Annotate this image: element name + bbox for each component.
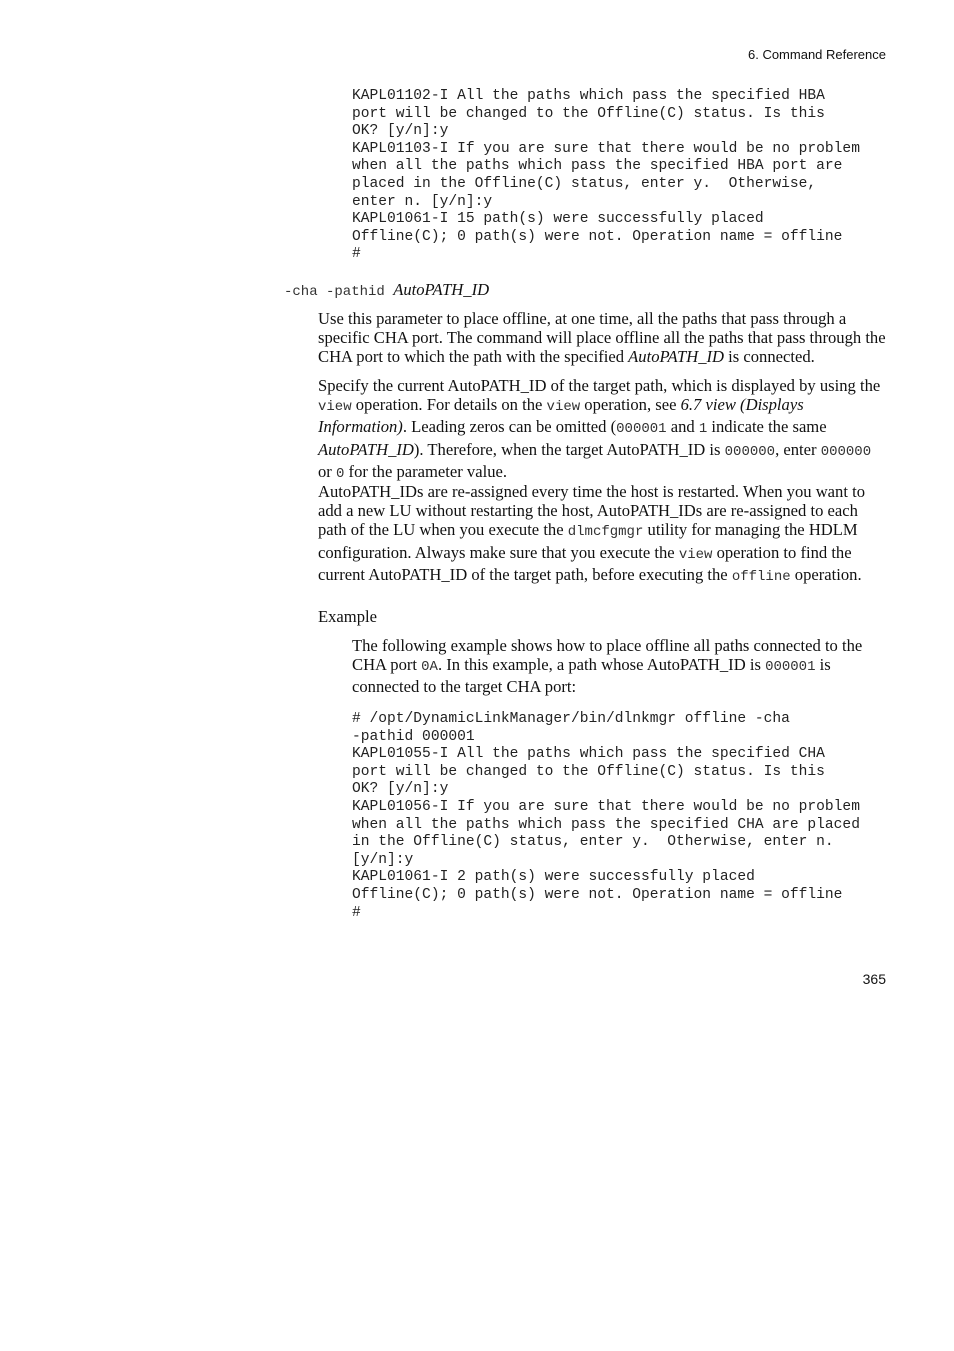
paragraph-cha-description [318, 309, 888, 367]
text: or [318, 461, 336, 481]
cross-reference: 6.7 view (Displays Information) [318, 395, 804, 437]
text: . Leading zeros can be omitted ( [402, 417, 617, 437]
code-term: 000000 [724, 443, 776, 460]
code-term: 1 [698, 421, 708, 438]
text: AutoPATH_IDs are re-assigned every time the host is restarted. When you want to add a new LU without restarting the host, AutoPATH_IDs are re-assigned to each path of the LU when you execute the [318, 482, 866, 540]
text: operation, see [580, 395, 681, 415]
text: The following example shows how to place offline all paths connected to the CHA port [352, 636, 863, 675]
text: indicate the same [707, 417, 827, 437]
code-term: view [546, 399, 581, 416]
parameter-argument: AutoPATH_ID [393, 280, 490, 299]
page-number: 365 [862, 971, 886, 987]
text: operation. For details on the [351, 395, 547, 415]
paragraph-reassignment [318, 482, 888, 587]
code-term: offline [731, 568, 791, 585]
running-header: 6. Command Reference [747, 47, 886, 62]
text: Use this parameter to place offline, at one time, all the paths that pass through a specific CHA port. The command will place offline all the paths that pass through the CHA port to which the path with the specified [318, 309, 886, 367]
italic-term: AutoPATH_ID [318, 439, 414, 459]
code-example-hba-output: KAPL01102-I All the paths which pass the specified HBA port will be changed to the Offline(C) status. Is this OK? [y/n]:y KAPL01103-I If you are sure that there would be no problem when all the paths which pass the specified HBA port are placed in the Offline(C) status, enter y. Otherwise, enter n. [y/n]:y KAPL01061-I 15 path(s) were successfully placed Offline(C); 0 path(s) were not. Operation name = offline # [352, 88, 860, 263]
paragraph-autopath-id [318, 376, 888, 484]
example-label: Example [318, 607, 377, 626]
text: operation to find the current AutoPATH_ID of the target path, before executing the [318, 542, 852, 584]
italic-term: AutoPATH_ID [628, 347, 725, 367]
text: Specify the current AutoPATH_ID of the target path, which is displayed by using the [318, 376, 881, 395]
code-term: dlmcfgmgr [567, 524, 644, 541]
code-term: 000000 [820, 443, 872, 460]
code-term: 000001 [616, 421, 667, 438]
code-term: view [678, 546, 713, 563]
text: ). Therefore, when the target AutoPATH_ID is [413, 439, 725, 459]
parameter-flag: -cha -pathid [284, 284, 394, 300]
code-term: 0A [421, 659, 438, 676]
text: . In this example, a path whose AutoPATH_ID is [437, 655, 766, 675]
parameter-heading [284, 280, 489, 302]
text: and [666, 417, 699, 437]
text: utility for managing the HDLM configuration. Always make sure that you execute the [318, 520, 858, 562]
code-example-cha-offline: # /opt/DynamicLinkManager/bin/dlnkmgr offline -cha -pathid 000001 KAPL01055-I All the paths which pass the specified CHA port will be changed to the Offline(C) status. Is this OK? [y/n]:y KAPL01056-I If you are sure that there would be no problem when all the paths which pass the specified CHA are placed in the Offline(C) status, enter y. Otherwise, enter n. [y/n]:y KAPL01061-I 2 path(s) were successfully placed Offline(C); 0 path(s) were not. Operation name = offline # [352, 711, 860, 921]
text: is connected. [724, 347, 815, 367]
text: operation. [790, 564, 862, 584]
text: for the parameter value. [344, 461, 508, 481]
text: is connected to the target CHA port: [352, 655, 831, 697]
code-term: 000001 [765, 659, 816, 676]
code-term: 0 [335, 465, 345, 482]
code-term: view [318, 399, 352, 416]
paragraph-example-intro [352, 636, 892, 697]
text: , enter [775, 439, 821, 459]
